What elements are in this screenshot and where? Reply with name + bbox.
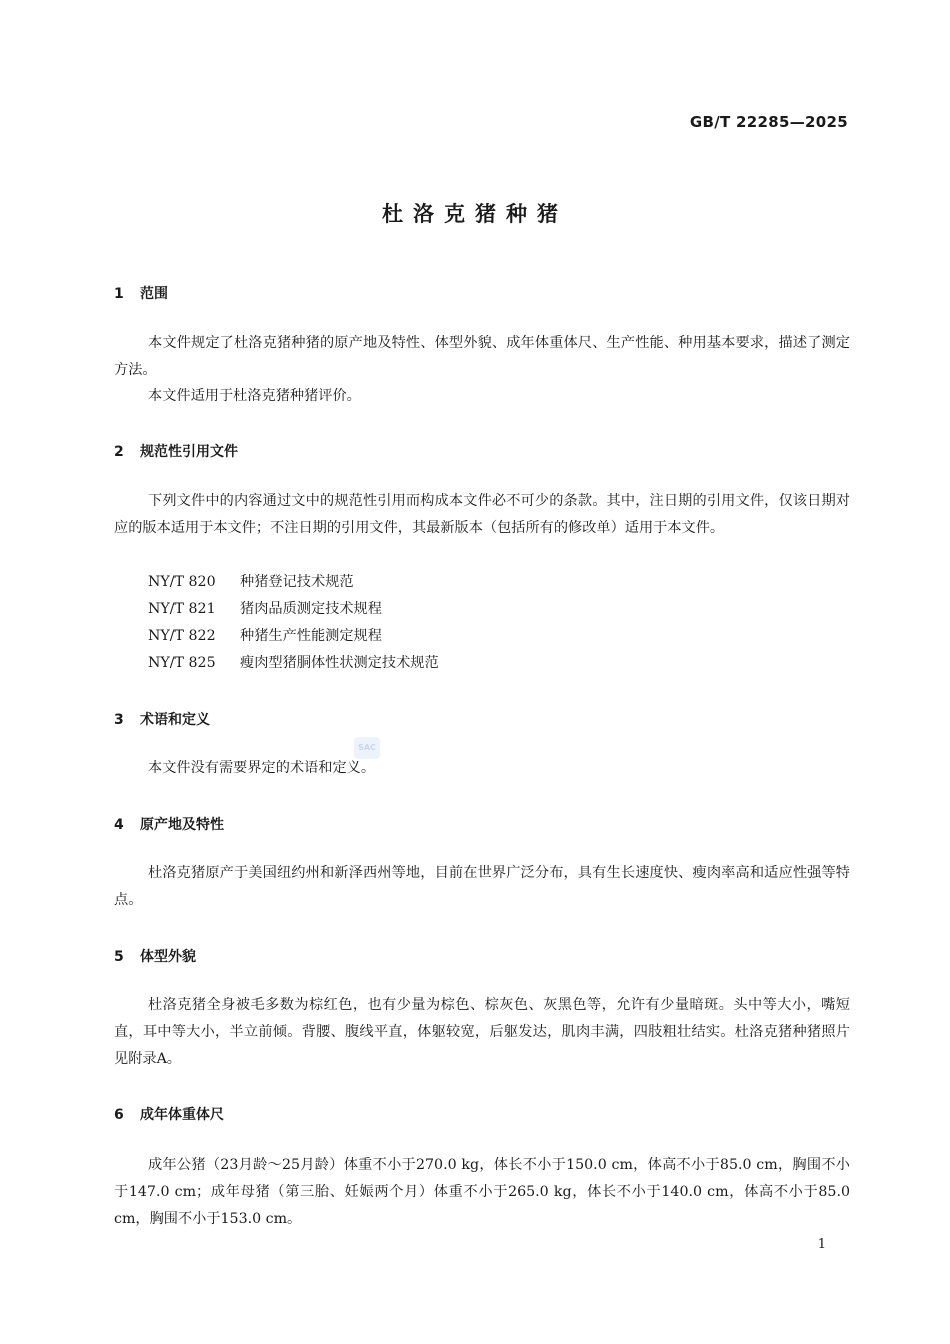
paragraph: 杜洛克猪全身被毛多数为棕红色，也有少量为棕色、棕灰色、灰黑色等，允许有少量暗斑。头中等大小，嘴短直，耳中等大小，半立前倾。背腰、腹线平直，体躯较宽，后躯发达，肌肉丰满，四肢粗壮结实。杜洛克猪种猪照片见附录A。 bbox=[114, 997, 850, 1067]
section-number: 6 bbox=[114, 1107, 124, 1123]
section-number: 4 bbox=[114, 817, 124, 833]
reference-title: 瘦肉型猪胴体性状测定技术规范 bbox=[240, 655, 439, 671]
section-title: 体型外貌 bbox=[140, 949, 196, 965]
reference-item bbox=[148, 650, 439, 677]
section-number: 1 bbox=[114, 286, 124, 302]
section-heading-terms bbox=[114, 709, 210, 729]
paragraph: 杜洛克猪原产于美国纽约州和新泽西州等地，目前在世界广泛分布，具有生长速度快、瘦肉率高和适应性强等特点。 bbox=[114, 865, 850, 908]
section-title: 原产地及特性 bbox=[140, 817, 224, 833]
reference-code: NY/T 821 bbox=[148, 601, 216, 617]
section-heading-origin bbox=[114, 814, 224, 834]
reference-title: 种猪生产性能测定规程 bbox=[240, 628, 382, 644]
reference-item bbox=[148, 569, 354, 596]
paragraph: 本文件规定了杜洛克猪种猪的原产地及特性、体型外貌、成年体重体尺、生产性能、种用基本要求，描述了测定方法。 bbox=[114, 335, 850, 378]
section-number: 5 bbox=[114, 949, 124, 965]
paragraph: 下列文件中的内容通过文中的规范性引用而构成本文件必不可少的条款。其中，注日期的引用文件，仅该日期对应的版本适用于本文件；不注日期的引用文件，其最新版本（包括所有的修改单）适用于本文件。 bbox=[114, 493, 850, 536]
paragraph: 本文件适用于杜洛克猪种猪评价。 bbox=[148, 388, 361, 404]
section-heading-normative-references bbox=[114, 441, 238, 461]
section-heading-scope bbox=[114, 283, 168, 303]
section-title: 规范性引用文件 bbox=[140, 444, 238, 460]
reference-item bbox=[148, 623, 382, 650]
section-number: 3 bbox=[114, 712, 124, 728]
reference-code: NY/T 822 bbox=[148, 628, 216, 644]
reference-item bbox=[148, 596, 382, 623]
paragraph: 本文件没有需要界定的术语和定义。 bbox=[148, 760, 376, 776]
section-title: 成年体重体尺 bbox=[140, 1107, 224, 1123]
document-title: 杜洛克猪种猪 bbox=[382, 202, 568, 226]
reference-code: NY/T 825 bbox=[148, 655, 216, 671]
section-heading-appearance bbox=[114, 946, 196, 966]
section-title: 术语和定义 bbox=[140, 712, 210, 728]
section-heading-body-measurements bbox=[114, 1104, 224, 1124]
reference-title: 猪肉品质测定技术规程 bbox=[240, 601, 382, 617]
sac-watermark-logo: SAC bbox=[354, 737, 380, 759]
standard-number: GB/T 22285—2025 bbox=[689, 113, 848, 131]
paragraph: 成年公猪（23月龄～25月龄）体重不小于270.0 kg，体长不小于150.0 cm，体高不小于85.0 cm，胸围不小于147.0 cm；成年母猪（第三胎、妊娠两个月）体重不小于265.0 kg，体长不小于140.0 cm，体高不小于85.0 cm，胸围不小于153.0 cm。 bbox=[114, 1157, 850, 1227]
section-number: 2 bbox=[114, 444, 124, 460]
page-number: 1 bbox=[817, 1237, 826, 1252]
reference-title: 种猪登记技术规范 bbox=[240, 574, 354, 590]
reference-code: NY/T 820 bbox=[148, 574, 216, 590]
section-title: 范围 bbox=[140, 286, 168, 302]
